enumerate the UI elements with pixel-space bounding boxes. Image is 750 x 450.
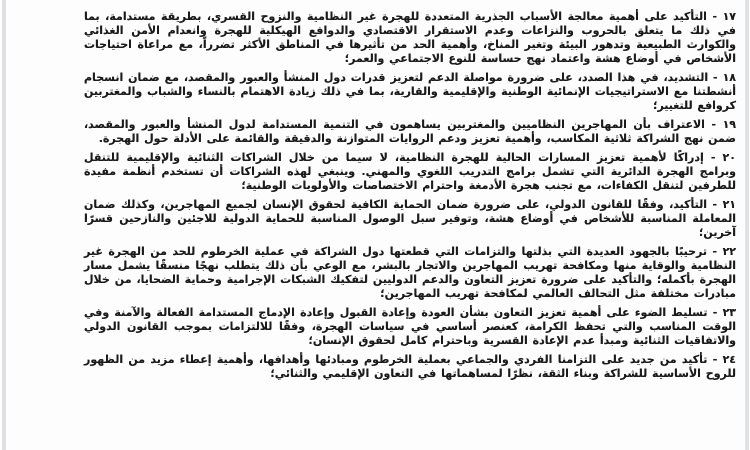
paragraph-18	[84, 71, 736, 113]
paragraph-18-number: ١٨ -	[713, 71, 736, 84]
paragraph-24-number: ٢٤ -	[712, 353, 736, 366]
paragraph-19	[84, 118, 736, 146]
paragraph-21	[84, 198, 736, 240]
page-edge-right-line	[745, 0, 749, 450]
paragraph-21-body: التأكيد، وفقًا للقانون الدولي، على ضرورة ضمان الحماية الكافية لحقوق الإنسان لجميع المهاجرين، وكذلك ضمان المعاملة المناسبة للأشخاص في أوضاع هشة، وتوفير سبل الوصول المناسبة للحماية الدولية للاجئين والنازحين قسرًا آخرين؛	[84, 198, 736, 239]
paragraph-22-number: ٢٢ -	[712, 245, 736, 258]
document-text-block	[84, 10, 736, 386]
paragraph-24	[84, 353, 736, 381]
paragraph-21-number: ٢١ -	[712, 198, 736, 211]
paragraph-23-body: تسليط الضوء على أهمية تعزيز التعاون بشأن العودة وإعادة القبول وإعادة الإدماج المستدامة الفعالة والآمنة وفي الوقت المناسب والتي تحفظ الكرامة، كعنصر أساسي في سياسات الهجرة، وفقًا للالتزامات بموجب القانون الدولي والاتفاقيات الثنائية ومبدأ عدم الإعادة القسرية وباحترام كامل لحقوق الإنسان؛	[84, 306, 736, 347]
paragraph-24-body: تأكيد من جديد على التزامنا الفردي والجماعي بعملية الخرطوم ومبادئها وأهدافها، وأهمية إعطاء مزيد من الظهور للروح الأساسية للشراكة وبناء الثقة، نظرًا لمساهماتها في التعاون الإقليمي والثنائي؛	[84, 353, 736, 380]
paragraph-20-number: ٢٠ -	[710, 151, 736, 164]
paragraph-19-number: ١٩ -	[711, 118, 736, 131]
paragraph-19-body: الاعتراف بأن المهاجرين النظاميين والمغتربين يساهمون في التنمية المستدامة لدول المنشأ والعبور والمقصد، ضمن نهج الشراكة ثلاثية المكاسب، وأهمية تعزيز ودعم الروايات المتوازنة والدقيقة والقائمة على الأدلة حول الهجرة.	[84, 118, 736, 145]
paragraph-17	[84, 10, 736, 66]
paragraph-22-body: ترحيبًا بالجهود العديدة التي بذلتها والتزامات التي قطعتها دول الشراكة في عملية الخرطوم للحد من الهجرة غير النظامية والوقاية منها ومكافحة تهريب المهاجرين والاتجار بالبشر، مع الوعي بأن ذلك يتطلب نهجًا منسقًا يشمل مسار الهجرة بأكمله؛ والتأكيد على ضرورة تعزيز التعاون والدعم الدوليين لتفكيك الشبكات الإجرامية وحماية الضحايا، من خلال مبادرات مختلفة مثل التحالف العالمي لمكافحة تهريب المهاجرين؛	[84, 245, 736, 300]
paragraph-23-number: ٢٣ -	[712, 306, 736, 319]
paragraph-17-number: ١٧ -	[712, 10, 736, 23]
paragraph-22	[84, 245, 736, 301]
paragraph-18-body: التشديد، في هذا الصدد، على ضرورة مواصلة الدعم لتعزيز قدرات دول المنشأ والعبور والمقصد، مع ضمان انسجام أنشطتنا مع الاستراتيجيات الإنمائية الوطنية والإقليمية والقارية، بما في ذلك زيادة الاهتمام بالنساء والشباب والمغتربين كروافع للتغيير؛	[84, 71, 736, 112]
paragraph-20-body: إدراكًا لأهمية تعزيز المسارات الحالية للهجرة النظامية، لا سيما من خلال الشراكات الثنائية والإقليمية للتنقل وبرامج الهجرة الدائرية التي تشمل برامج التدريب اللغوي والمهني. وينبغي لهذه الشراكات أن تستخدم أنظمة مفيدة للطرفين لتنقل الكفاءات، مع تجنب هجرة الأدمغة واحترام الاختصاصات والأولويات الوطنية؛	[84, 151, 736, 192]
page-edge-left-line	[2, 0, 6, 450]
paragraph-17-body: التأكيد على أهمية معالجة الأسباب الجذرية المتعددة للهجرة غير النظامية والنزوح القسري، بطريقة مستدامة، بما في ذلك ما يتعلق بالحروب والنزاعات وعدم الاستقرار الاقتصادي والدوافع الهيكلية للهجرة وانعدام الأمن الغذائي والكوارث الطبيعية وتدهور البيئة وتغير المناخ، وأهمية الحد من تأثيرها في المناطق الأكثر تضرراً، مع مراعاة احتياجات الأشخاص في أوضاع هشة واعتماد نهج حساسة للنوع الاجتماعي والعمر؛	[84, 10, 736, 65]
paragraph-23	[84, 306, 736, 348]
paragraph-20	[84, 151, 736, 193]
